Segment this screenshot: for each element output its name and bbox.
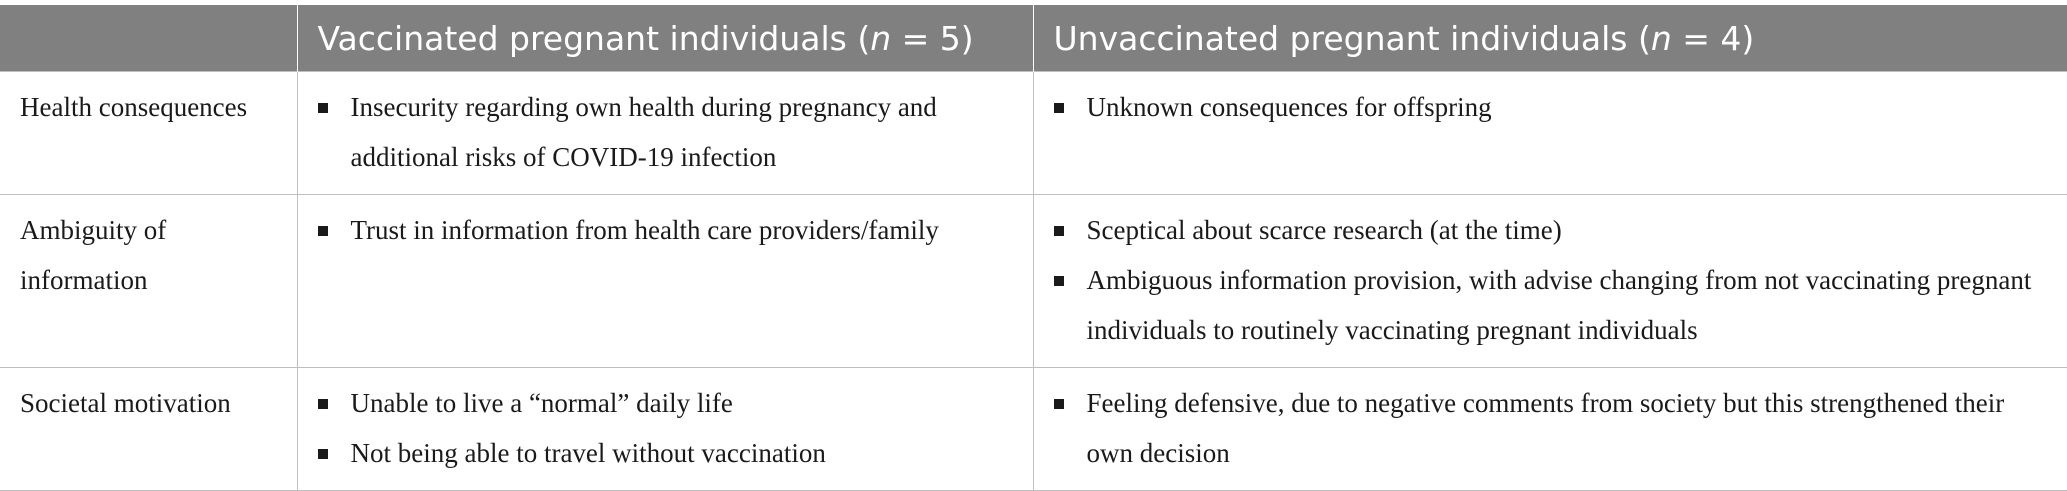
table-row	[0, 72, 2067, 195]
list-item-text: Insecurity regarding own health during pregnancy and additional risks of COVID-19 infection	[350, 92, 937, 172]
header-cell-vaccinated	[297, 5, 1033, 72]
header-cell-unvaccinated	[1033, 5, 2067, 72]
list-item-text: Feeling defensive, due to negative comments from society but this strengthened their own decision	[1086, 388, 2005, 468]
table-header	[0, 5, 2067, 72]
header-vaccinated-n: n	[870, 18, 892, 58]
square-bullet-icon	[1054, 226, 1064, 236]
header-unvaccinated-n: n	[1650, 18, 1672, 58]
square-bullet-icon	[318, 449, 328, 459]
bullet-list	[1054, 378, 2048, 478]
cell-vaccinated	[297, 195, 1033, 368]
square-bullet-icon	[1054, 103, 1064, 113]
cell-vaccinated	[297, 368, 1033, 491]
list-item	[318, 82, 1013, 182]
list-item	[318, 428, 1013, 478]
header-unvaccinated-prefix: Unvaccinated pregnant individuals (	[1053, 18, 1651, 58]
list-item	[1054, 255, 2048, 355]
cell-unvaccinated	[1033, 72, 2067, 195]
cell-unvaccinated	[1033, 195, 2067, 368]
square-bullet-icon	[318, 103, 328, 113]
list-item-text: Trust in information from health care providers/family	[350, 215, 939, 245]
header-cell-theme	[0, 5, 297, 72]
findings-table	[0, 5, 2067, 491]
bullet-list	[1054, 205, 2048, 355]
row-label-health-consequences: Health consequences	[0, 72, 297, 195]
list-item	[1054, 378, 2048, 478]
row-label-societal-motivation: Societal motivation	[0, 368, 297, 491]
list-item-text: Unable to live a “normal” daily life	[350, 388, 733, 418]
list-item-text: Sceptical about scarce research (at the time)	[1086, 215, 1562, 245]
bullet-list	[318, 82, 1013, 182]
table-row	[0, 195, 2067, 368]
list-item-text: Ambiguous information provision, with advise changing from not vaccinating pregnant individuals to routinely vaccinating pregnant individuals	[1086, 265, 2032, 345]
bullet-list	[318, 205, 1013, 255]
list-item-text: Not being able to travel without vaccination	[350, 438, 826, 468]
square-bullet-icon	[1054, 399, 1064, 409]
cell-vaccinated	[297, 72, 1033, 195]
row-label-ambiguity-of-information: Ambiguity of information	[0, 195, 297, 368]
bullet-list	[318, 378, 1013, 478]
square-bullet-icon	[1054, 276, 1064, 286]
list-item	[1054, 82, 2048, 132]
square-bullet-icon	[318, 226, 328, 236]
list-item	[318, 378, 1013, 428]
header-unvaccinated-suffix: = 4)	[1671, 18, 1755, 58]
header-vaccinated-suffix: = 5)	[891, 18, 974, 58]
table-row	[0, 368, 2067, 491]
bullet-list	[1054, 82, 2048, 132]
square-bullet-icon	[318, 399, 328, 409]
table-body	[0, 72, 2067, 491]
list-item-text: Unknown consequences for offspring	[1086, 92, 1492, 122]
list-item	[1054, 205, 2048, 255]
header-vaccinated-prefix: Vaccinated pregnant individuals (	[317, 18, 871, 58]
header-row	[0, 5, 2067, 72]
list-item	[318, 205, 1013, 255]
findings-table-container	[0, 5, 2067, 491]
cell-unvaccinated	[1033, 368, 2067, 491]
